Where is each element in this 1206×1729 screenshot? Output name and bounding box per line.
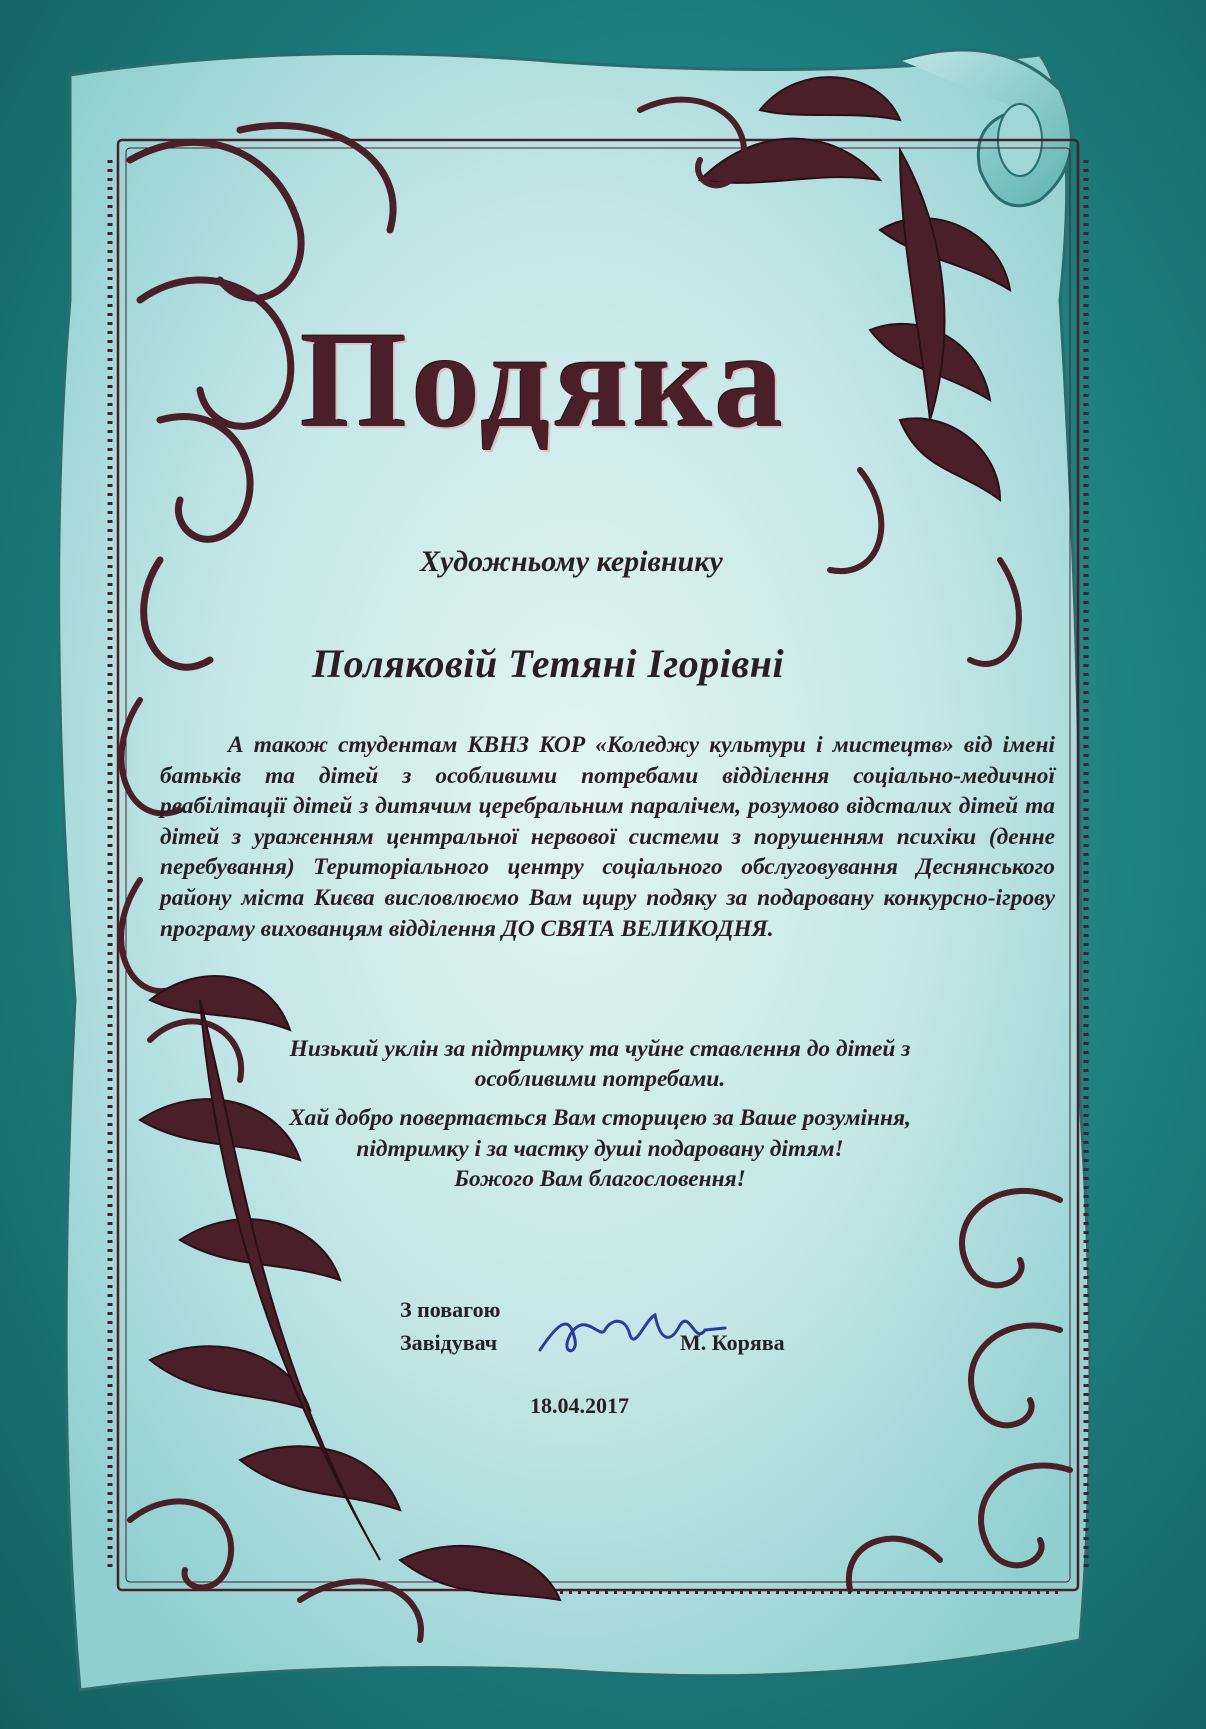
certificate-title: Подяка: [300, 303, 788, 456]
recipient-name: Поляковій Тетяні Ігорівні: [312, 641, 785, 686]
signature-position: Завідувач: [400, 1330, 498, 1355]
signature-date: 18.04.2017: [530, 1393, 629, 1418]
signature-greeting: З повагою: [400, 1297, 501, 1322]
closing-line: особливими потребами.: [474, 1066, 726, 1092]
signature-name: М. Корява: [680, 1330, 785, 1355]
closing-line: Божого Вам благословення!: [454, 1166, 746, 1192]
certificate-body: А також студентам КВНЗ КОР «Коледжу культури і мистецтв» від імені батьків та дітей з особливими потребами відділення соціально-медичної реабілітації дітей з дитячим церебральним паралічем, розумово відсталих дітей та дітей з ураженням центральної нервової системи з порушенням психіки (денне перебування) Територіального центру соціального обслуговування Деснянського району міста Києва висловлюємо Вам щиру подяку за подаровану конкурсно-ігрову програму вихованцям відділення ДО СВЯТА ВЕЛИКОДНЯ.: [160, 732, 1055, 942]
closing-line: Низький уклін за підтримку та чуйне ставлення до дітей з: [289, 1036, 911, 1062]
closing-line: підтримку і за частку душі подаровану дітям!: [356, 1136, 844, 1162]
certificate-subtitle: Художньому керівнику: [420, 545, 723, 578]
closing-line: Хай добро повертається Вам сторицею за Ваше розуміння,: [289, 1105, 911, 1131]
